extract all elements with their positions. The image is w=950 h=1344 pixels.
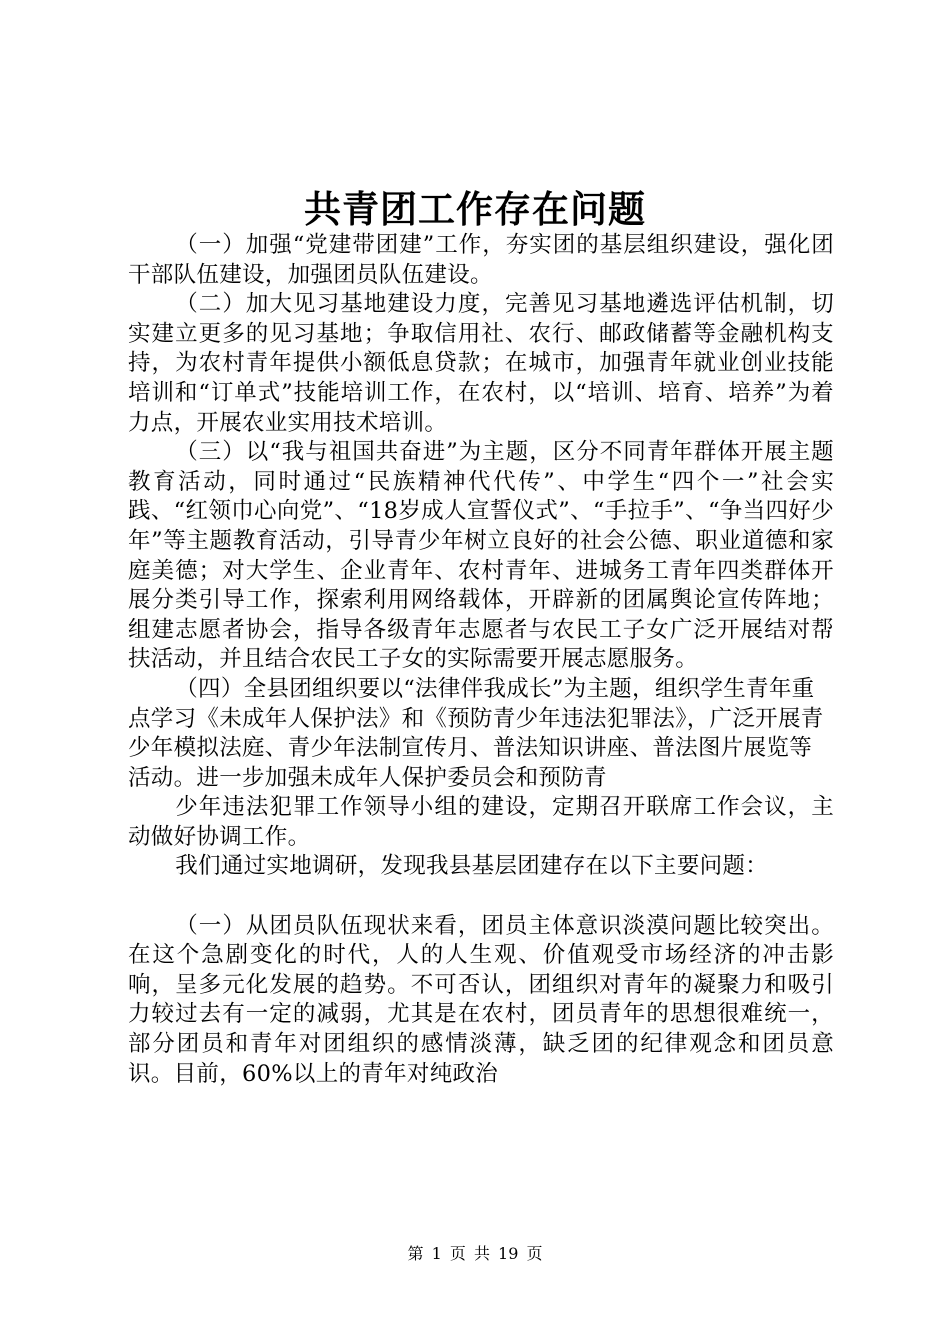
paragraph-1: （一）加强“党建带团建”工作，夯实团的基层组织建设，强化团干部队伍建设，加强团员队伍建设。 (128, 232, 834, 288)
document-title: 共青团工作存在问题 (304, 187, 646, 231)
paragraph-4: （四）全县团组织要以“法律伴我成长”为主题，组织学生青年重点学习《未成年人保护法》和《预防青少年违法犯罪法》，广泛开展青少年模拟法庭、青少年法制宣传月、普法知识讲座、普法图片展览等活动。进一步加强未成年人保护委员会和预防青 (128, 675, 824, 791)
document-body (128, 231, 834, 1089)
paragraph-6: 我们通过实地调研，发现我县基层团建存在以下主要问题： (175, 853, 769, 880)
paragraph-5: 少年违法犯罪工作领导小组的建设，定期召开联席工作会议，主动做好协调工作。 (128, 794, 834, 850)
page-footer: 第 1 页 共 19 页 (407, 1244, 543, 1263)
paragraph-2: （二）加大见习基地建设力度，完善见习基地遴选评估机制，切实建立更多的见习基地；争取信用社、农行、邮政储蓄等金融机构支持，为农村青年提供小额低息贷款；在城市，加强青年就业创业技能培训和“订单式”技能培训工作，在农村，以“培训、培育、培养”为着力点，开展农业实用技术培训。 (128, 291, 834, 436)
paragraph-7: （一）从团员队伍现状来看，团员主体意识淡漠问题比较突出。在这个急剧变化的时代，人的人生观、价值观受市场经济的冲击影响，呈多元化发展的趋势。不可否认，团组织对青年的凝聚力和吸引力较过去有一定的减弱，尤其是在农村，团员青年的思想很难统一，部分团员和青年对团组织的感情淡薄，缺乏团的纪律观念和团员意识。目前，60%以上的青年对纯政治 (128, 912, 834, 1087)
paragraph-3: （三）以“我与祖国共奋进”为主题，区分不同青年群体开展主题教育活动，同时通过“民族精神代代传”、中学生“四个一”社会实践、“红领巾心向党”、“18岁成人宣誓仪式”、“手拉手”、“争当四好少年”等主题教育活动，引导青少年树立良好的社会公德、职业道德和家庭美德；对大学生、企业青年、农村青年、进城务工青年四类群体开展分类引导工作，探索利用网络载体，开辟新的团属舆论宣传阵地；组建志愿者协会，指导各级青年志愿者与农民工子女广泛开展结对帮扶活动，并且结合农民工子女的实际需要开展志愿服务。 (128, 439, 834, 673)
